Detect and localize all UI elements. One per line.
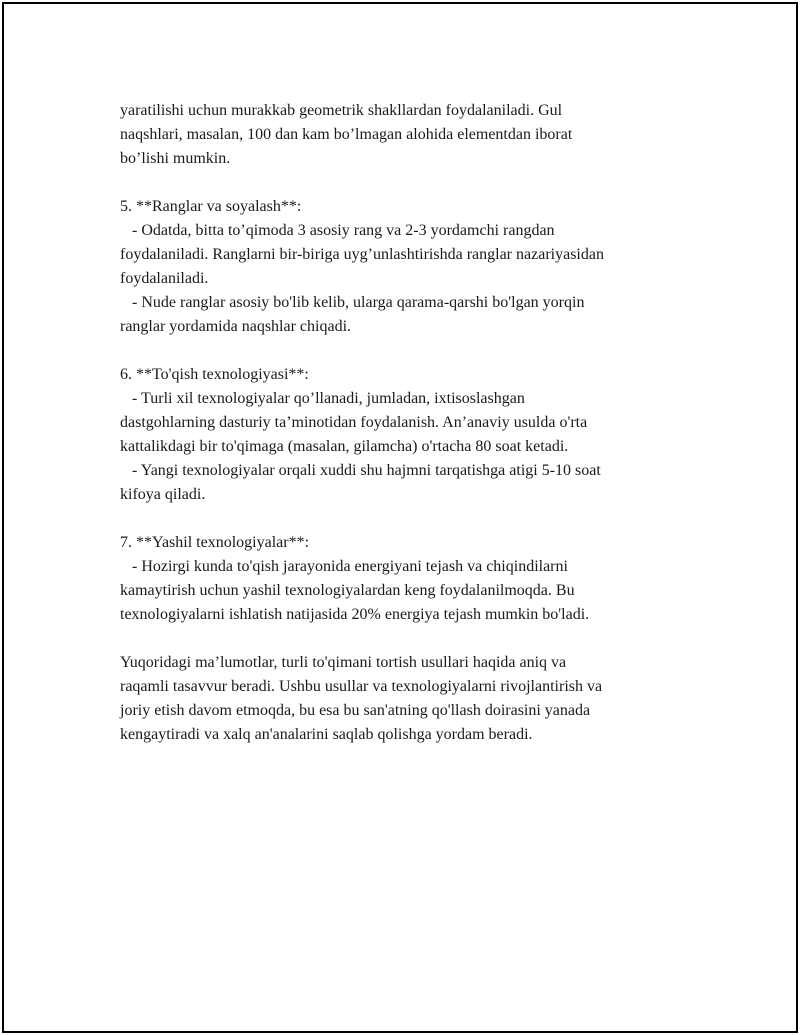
text-line: kifoya qiladi. [120, 486, 206, 503]
text-line: yaratilishi uchun murakkab geometrik shakllardan foydalaniladi. Gul [120, 102, 563, 119]
text-line: raqamli tasavvur beradi. Ushbu usullar va texnologiyalarni rivojlantirish va [120, 678, 603, 695]
text-line: dastgohlarning dasturiy ta’minotidan foydalanish. An’anaviy usulda o'rta [120, 414, 588, 431]
text-line: joriy etish davom etmoqda, bu esa bu san'atning qo'llash doirasini yanada [120, 702, 591, 719]
text-line: texnologiyalarni ishlatish natijasida 20% energiya tejash mumkin bo'ladi. [120, 606, 590, 623]
text-line: bo’lishi mumkin. [120, 150, 231, 167]
section-heading: 7. **Yashil texnologiyalar**: [120, 534, 310, 551]
text-line: - Nude ranglar asosiy bo'lib kelib, ularga qarama-qarshi bo'lgan yorqin [120, 294, 585, 311]
text-line: kattalikdagi bir to'qimaga (masalan, gilamcha) o'rtacha 80 soat ketadi. [120, 438, 569, 455]
text-line: - Yangi texnologiyalar orqali xuddi shu hajmni tarqatishga atigi 5-10 soat [120, 462, 601, 479]
text-line: ranglar yordamida naqshlar chiqadi. [120, 318, 352, 335]
text-line: foydalaniladi. [120, 270, 209, 287]
section-heading: 5. **Ranglar va soyalash**: [120, 198, 302, 215]
text-line: - Odatda, bitta to’qimoda 3 asosiy rang va 2-3 yordamchi rangdan [120, 222, 555, 239]
text-line: kengaytiradi va xalq an'analarini saqlab qolishga yordam beradi. [120, 726, 533, 743]
conclusion-paragraph [120, 651, 700, 747]
text-line: Yuqoridagi ma’lumotlar, turli to'qimani tortish usullari haqida aniq va [120, 654, 567, 671]
intro-paragraph [120, 99, 700, 171]
document-body [120, 99, 700, 771]
page-frame [2, 2, 798, 1033]
text-line: - Turli xil texnologiyalar qo’llanadi, jumladan, ixtisoslashgan [120, 390, 525, 407]
section-heading: 6. **To'qish texnologiyasi**: [120, 366, 309, 383]
section-weaving-technology [120, 363, 700, 507]
text-line: foydalaniladi. Ranglarni bir-biriga uyg’unlashtirishda ranglar nazariyasidan [120, 246, 604, 263]
text-line: naqshlari, masalan, 100 dan kam bo’lmagan alohida elementdan iborat [120, 126, 573, 143]
text-line: kamaytirish uchun yashil texnologiyalardan keng foydalanilmoqda. Bu [120, 582, 575, 599]
text-line: - Hozirgi kunda to'qish jarayonida energiyani tejash va chiqindilarni [120, 558, 568, 575]
section-green-technologies [120, 531, 700, 627]
section-colors [120, 195, 700, 339]
